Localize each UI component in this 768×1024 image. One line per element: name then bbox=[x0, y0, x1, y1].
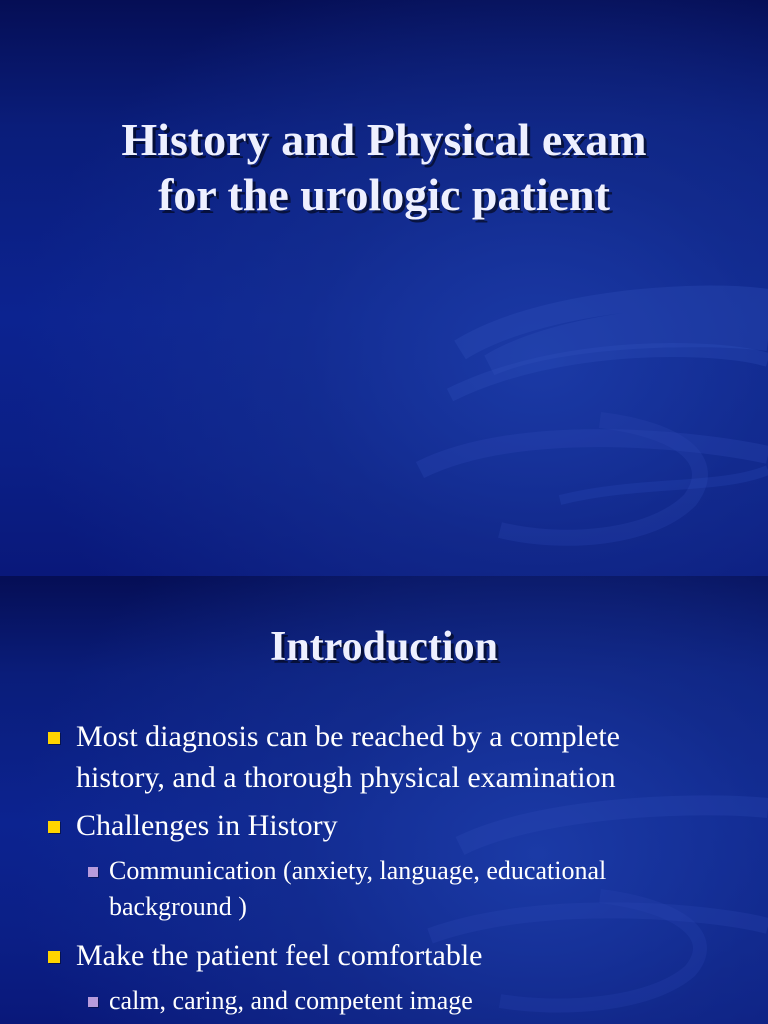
sub-bullet-item bbox=[0, 853, 768, 925]
square-sub-bullet-icon bbox=[88, 867, 98, 877]
bullet-text: Make the patient feel comfortable bbox=[76, 939, 483, 972]
square-bullet-icon bbox=[48, 732, 60, 744]
slide-title: Introduction bbox=[270, 624, 498, 670]
sub-bullet-text: Communication (anxiety, language, educational background ) bbox=[109, 856, 607, 921]
title-line-1: History and Physical exam bbox=[121, 114, 647, 165]
sub-bullet-item bbox=[0, 983, 768, 1019]
square-sub-bullet-icon bbox=[88, 997, 98, 1007]
bullet-text: Most diagnosis can be reached by a complete history, and a thorough physical examination bbox=[76, 720, 620, 794]
sub-bullet-text: calm, caring, and competent image bbox=[109, 986, 473, 1015]
title-line-2: for the urologic patient bbox=[158, 169, 610, 220]
bullet-list bbox=[0, 716, 768, 1024]
bullet-text: Challenges in History bbox=[76, 809, 338, 842]
square-bullet-icon bbox=[48, 821, 60, 833]
square-bullet-icon bbox=[48, 951, 60, 963]
slide-title bbox=[0, 112, 768, 222]
bullet-item bbox=[0, 935, 768, 976]
bullet-item bbox=[0, 716, 768, 798]
bullet-item bbox=[0, 805, 768, 846]
introduction-slide bbox=[0, 576, 768, 1024]
